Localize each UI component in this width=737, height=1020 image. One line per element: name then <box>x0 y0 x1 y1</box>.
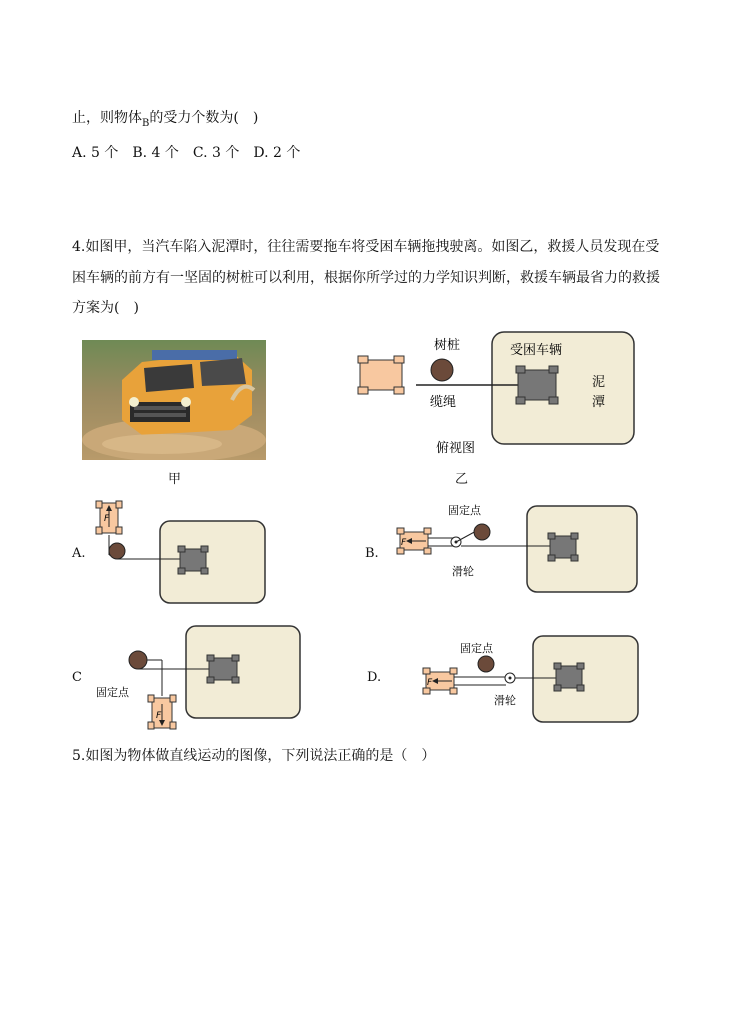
option-d-fixed-point: 固定点 <box>460 642 493 655</box>
figure-jia-caption: 甲 <box>168 472 182 487</box>
option-d-diagram <box>420 632 642 728</box>
option-b-fixed-point: 固定点 <box>448 504 481 517</box>
option-d-stump <box>478 656 494 672</box>
option-d-label: D. <box>367 670 382 685</box>
stump-label: 树桩 <box>434 338 461 353</box>
q4-line-3: 方案为( ) <box>72 300 139 316</box>
mud-char-2: 潭 <box>592 395 606 410</box>
mud-char-1: 泥 <box>592 375 606 390</box>
q4-line-1: 4.如图甲，当汽车陷入泥潭时，往往需要拖车将受困车辆拖拽驶离。如图乙，救援人员发现在受 <box>72 239 660 255</box>
tow-car <box>358 356 404 394</box>
option-d-trapped-car <box>554 663 584 691</box>
q3-options: A. 5 个 B. 4 个 C. 3 个 D. 2 个 <box>72 145 301 161</box>
q3-line <box>72 108 258 134</box>
option-a-trapped-car <box>178 546 208 574</box>
q3-text-post: 的受力个数为( ) <box>149 110 259 126</box>
option-b-diagram <box>392 498 642 598</box>
option-b-label: B. <box>365 546 379 561</box>
figure-yi-caption: 乙 <box>455 472 469 487</box>
option-b-pulley-label: 滑轮 <box>452 565 474 578</box>
option-b-force: F <box>401 538 407 548</box>
option-a-stump <box>109 543 125 559</box>
option-a-diagram <box>90 495 270 607</box>
trapped-car <box>516 366 558 404</box>
rope-label: 缆绳 <box>430 395 457 410</box>
option-c-trapped-car <box>207 655 239 683</box>
q3-subscript: B <box>142 118 150 129</box>
q5-line-1: 5.如图为物体做直线运动的图像，下列说法正确的是（ ） <box>72 748 436 764</box>
option-c-diagram <box>94 622 304 734</box>
option-c-fixed-point: 固定点 <box>96 686 129 699</box>
view-label: 俯视图 <box>436 441 476 456</box>
option-d-force: F <box>427 678 433 688</box>
trapped-label: 受困车辆 <box>510 343 563 358</box>
q3-text-pre: 止，则物体 <box>72 110 142 126</box>
option-c-tow-car <box>148 695 176 729</box>
option-d-pulley-label: 滑轮 <box>494 694 516 707</box>
option-c-force: F <box>156 711 162 721</box>
stump-circle <box>431 359 453 381</box>
option-c-stump <box>129 651 147 669</box>
option-b-stump <box>474 524 490 540</box>
option-b-trapped-car <box>548 533 578 561</box>
figure-jia-photo <box>82 340 266 460</box>
option-c-label: C <box>72 670 82 685</box>
figure-yi-topview <box>350 328 650 458</box>
option-a-force: F <box>104 514 110 524</box>
q4-line-2: 困车辆的前方有一坚固的树桩可以利用，根据你所学过的力学知识判断，救援车辆最省力的救援 <box>72 270 660 286</box>
option-a-label: A. <box>72 546 86 561</box>
